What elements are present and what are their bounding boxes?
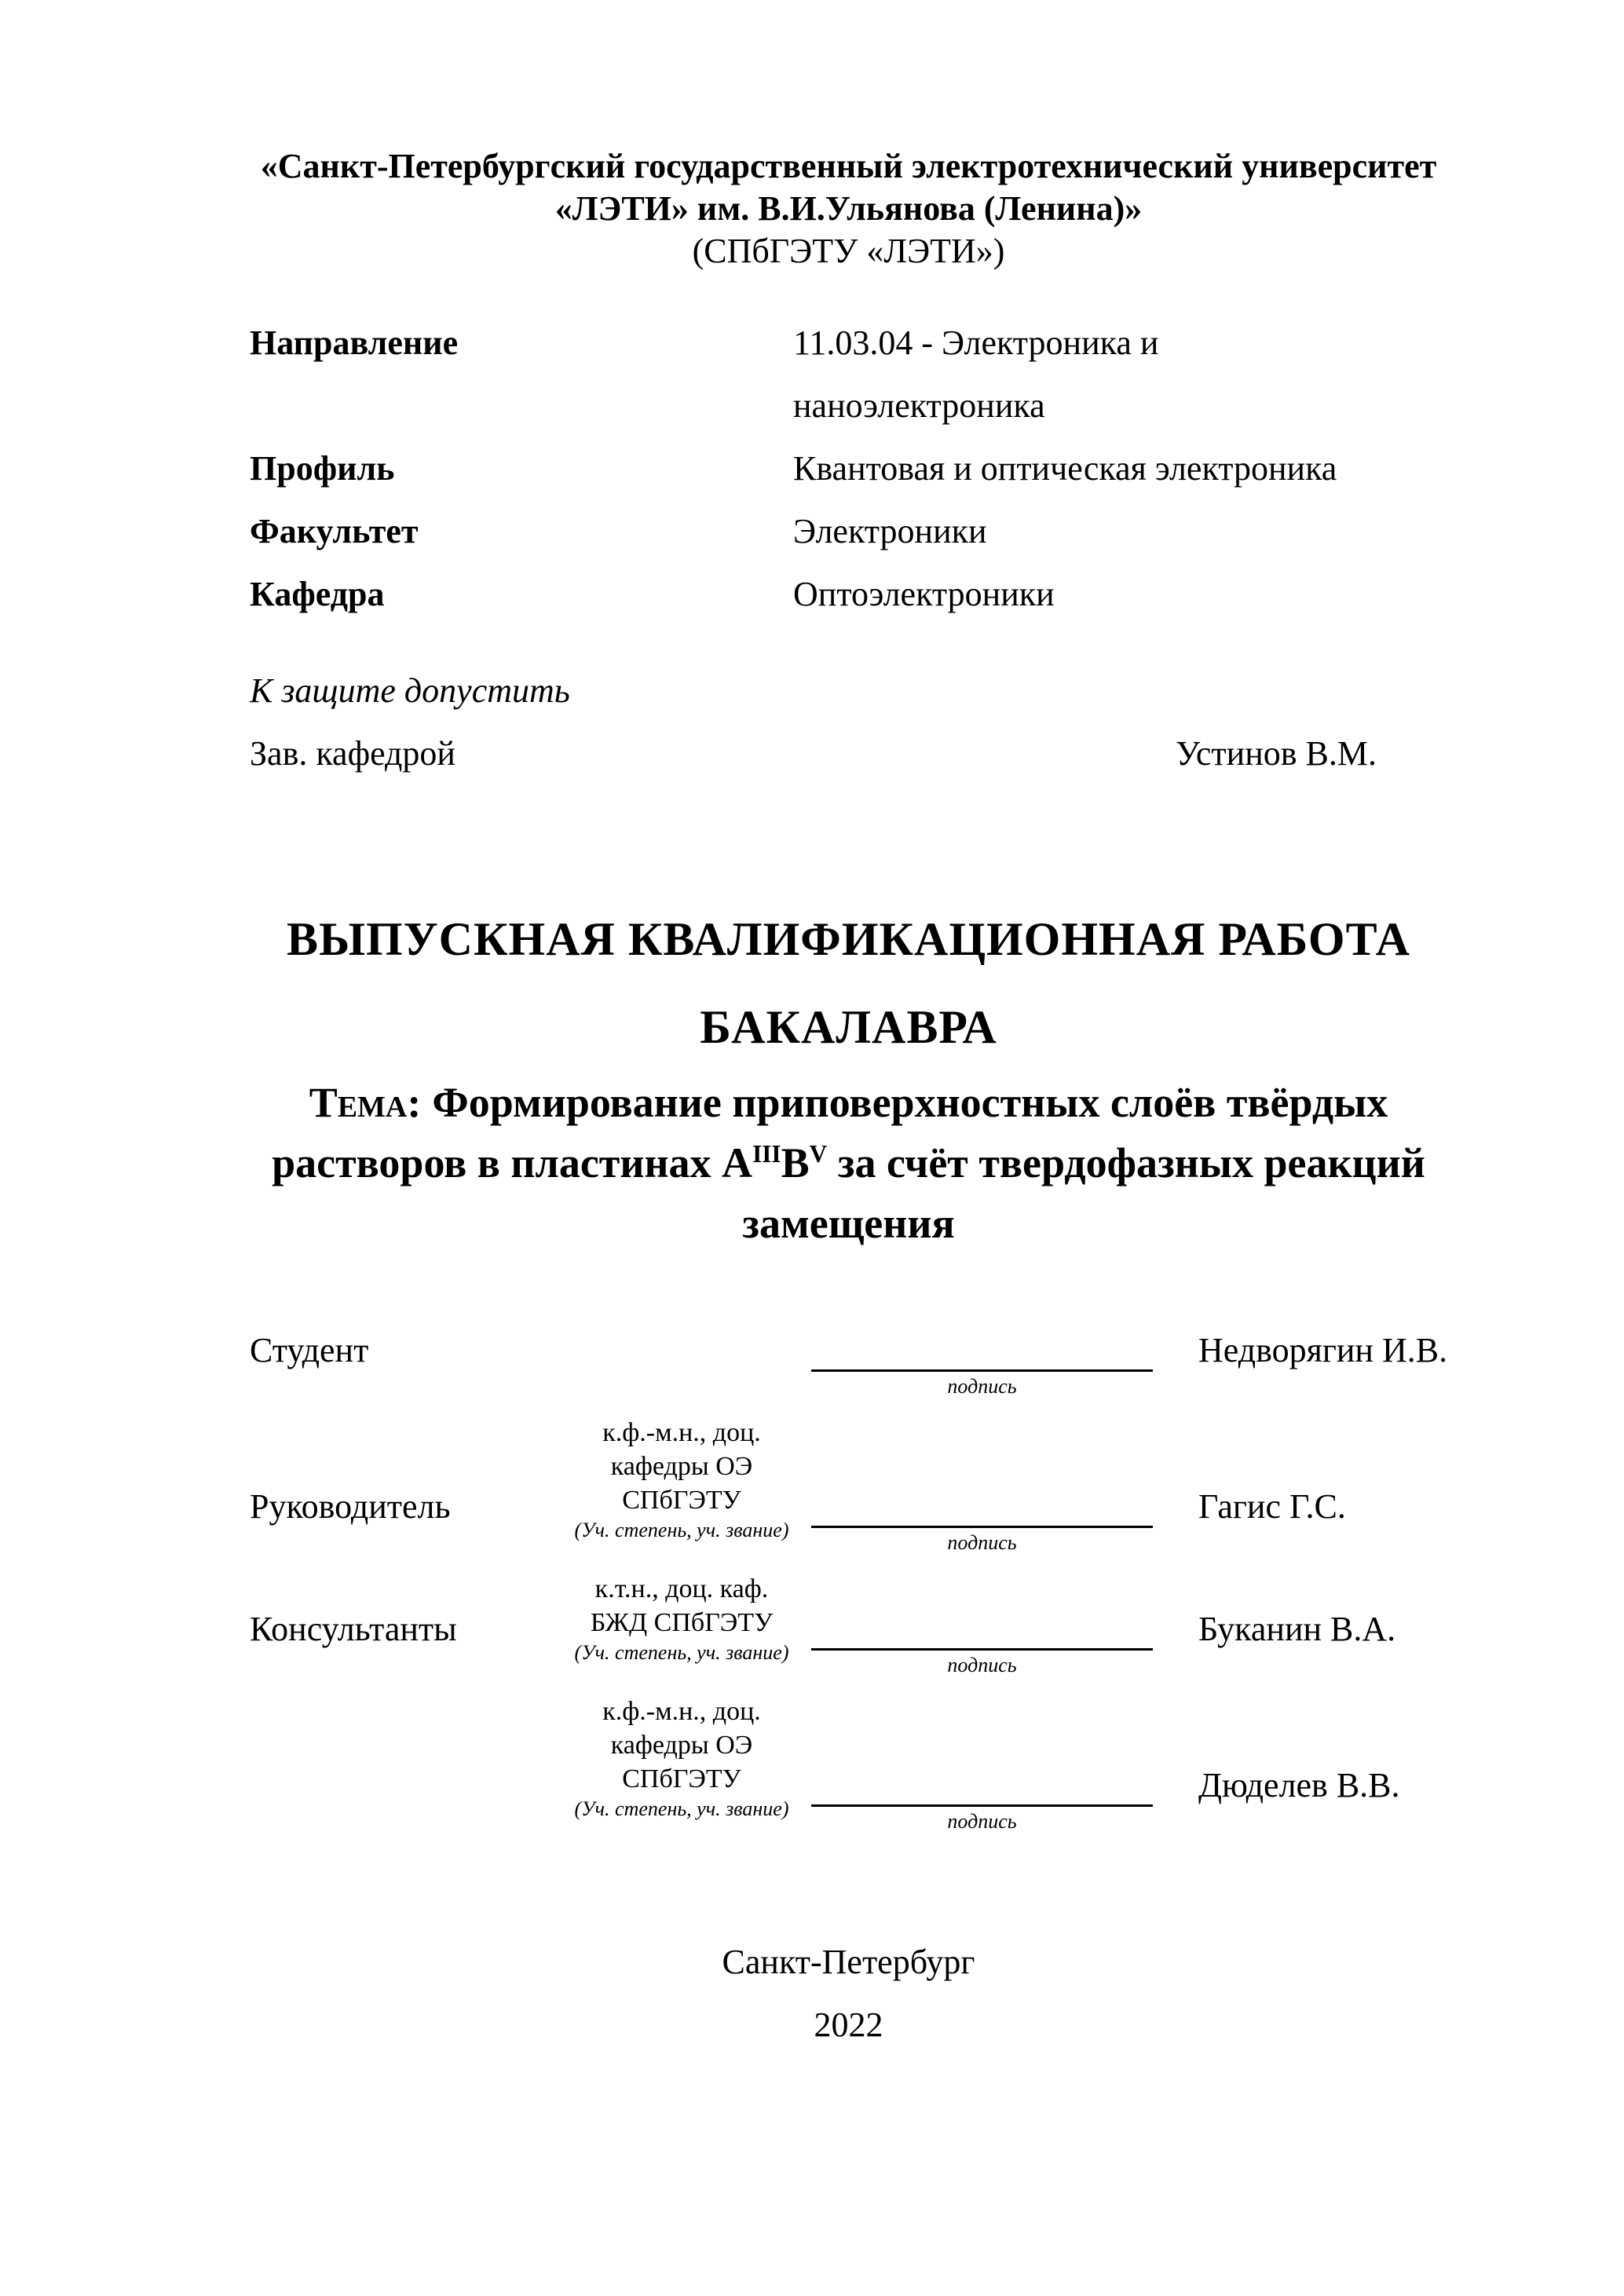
university-name-line2: «ЛЭТИ» им. В.И.Ульянова (Ленина)» [554, 189, 1143, 228]
signature-role-student: Студент [250, 1331, 369, 1369]
field-label-direction: Направление [250, 324, 459, 362]
field-value-direction [793, 312, 1447, 437]
degree-caption: (Уч. степень, уч. звание) [574, 1641, 789, 1664]
signature-line-student [811, 1362, 1153, 1398]
signature-qualification-supervisor [552, 1416, 811, 1544]
field-row-direction [250, 312, 1447, 437]
field-label-profile: Профиль [250, 449, 395, 488]
signature-name-consultant-2: Дюделев В.В. [1198, 1766, 1400, 1804]
degree-caption: (Уч. степень, уч. звание) [574, 1797, 789, 1820]
admission-intro: К защите допустить [250, 671, 570, 710]
signature-row-student [250, 1329, 1448, 1398]
university-header [250, 145, 1447, 272]
field-value-line: наноэлектроника [793, 386, 1045, 425]
thesis-topic [250, 1073, 1447, 1254]
field-row-department [250, 563, 1447, 626]
field-value-line: 11.03.04 - Электроника и [793, 324, 1159, 362]
university-abbreviation: (СПбГЭТУ «ЛЭТИ») [692, 232, 1005, 270]
department-head-name: Устинов В.М. [1176, 734, 1377, 773]
field-value-profile: Квантовая и оптическая электроника [793, 449, 1337, 488]
qualification-line: БЖД СПбГЭТУ [590, 1608, 774, 1637]
work-title [250, 895, 1447, 1071]
signature-line-supervisor [811, 1519, 1153, 1554]
qualification-line: кафедры ОЭ [610, 1731, 753, 1760]
field-label-department: Кафедра [250, 575, 385, 613]
signature-caption: подпись [947, 1375, 1017, 1398]
signature-caption: подпись [947, 1531, 1017, 1554]
footer-city: Санкт-Петербург [722, 1943, 975, 1981]
signature-name-consultant-1: Буканин В.А. [1198, 1610, 1396, 1648]
qualification-line: к.ф.-м.н., доц. [602, 1697, 761, 1726]
document-footer [250, 1931, 1447, 2057]
signature-qualification-consultant-1 [552, 1572, 811, 1666]
qualification-line: СПбГЭТУ [622, 1486, 741, 1515]
program-fields [250, 312, 1447, 626]
work-title-line1: ВЫПУСКНАЯ КВАЛИФИКАЦИОННАЯ РАБОТА [287, 913, 1410, 965]
department-head-label: Зав. кафедрой [250, 734, 455, 773]
field-row-profile [250, 437, 1447, 500]
field-row-faculty [250, 500, 1447, 563]
signature-role-supervisor: Руководитель [250, 1487, 451, 1526]
signature-line-consultant-1 [811, 1641, 1153, 1676]
degree-caption: (Уч. степень, уч. звание) [574, 1519, 789, 1541]
field-value-faculty: Электроники [793, 512, 987, 550]
signature-row-consultant-1 [250, 1572, 1447, 1676]
topic-label: Тема: [309, 1079, 422, 1126]
signature-name-student: Недворягин И.В. [1198, 1331, 1448, 1369]
signature-caption: подпись [947, 1810, 1017, 1833]
topic-text: Формирование приповерхностных слоёв твёрдых растворов в пластинах A [272, 1079, 1388, 1186]
signature-row-consultant-2 [250, 1695, 1447, 1833]
qualification-line: к.ф.-м.н., доц. [602, 1418, 761, 1447]
qualification-line: СПбГЭТУ [622, 1764, 741, 1793]
university-name-line1: «Санкт-Петербургский государственный электротехнический университет [260, 147, 1437, 185]
footer-year: 2022 [814, 2005, 883, 2044]
topic-superscript-iii: III [752, 1140, 781, 1168]
signature-row-supervisor [250, 1416, 1447, 1554]
signature-section [250, 1329, 1448, 1833]
qualification-line: кафедры ОЭ [610, 1452, 753, 1481]
signature-name-supervisor: Гагис Г.С. [1198, 1487, 1346, 1526]
signature-caption: подпись [947, 1654, 1017, 1676]
qualification-line: к.т.н., доц. каф. [594, 1574, 769, 1603]
admission-row [250, 722, 1447, 785]
work-title-line2: БАКАЛАВРА [700, 1001, 997, 1053]
topic-text: за счёт твердофазных реакций замещения [742, 1139, 1425, 1247]
topic-superscript-v: V [809, 1140, 828, 1168]
topic-text: B [781, 1139, 810, 1186]
signature-line-consultant-2 [811, 1797, 1153, 1833]
signature-qualification-consultant-2 [552, 1695, 811, 1823]
admission-block [250, 660, 1447, 785]
field-value-department: Оптоэлектроники [793, 575, 1055, 613]
signature-role-consultants: Консультанты [250, 1610, 457, 1648]
field-label-faculty: Факультет [250, 512, 419, 550]
